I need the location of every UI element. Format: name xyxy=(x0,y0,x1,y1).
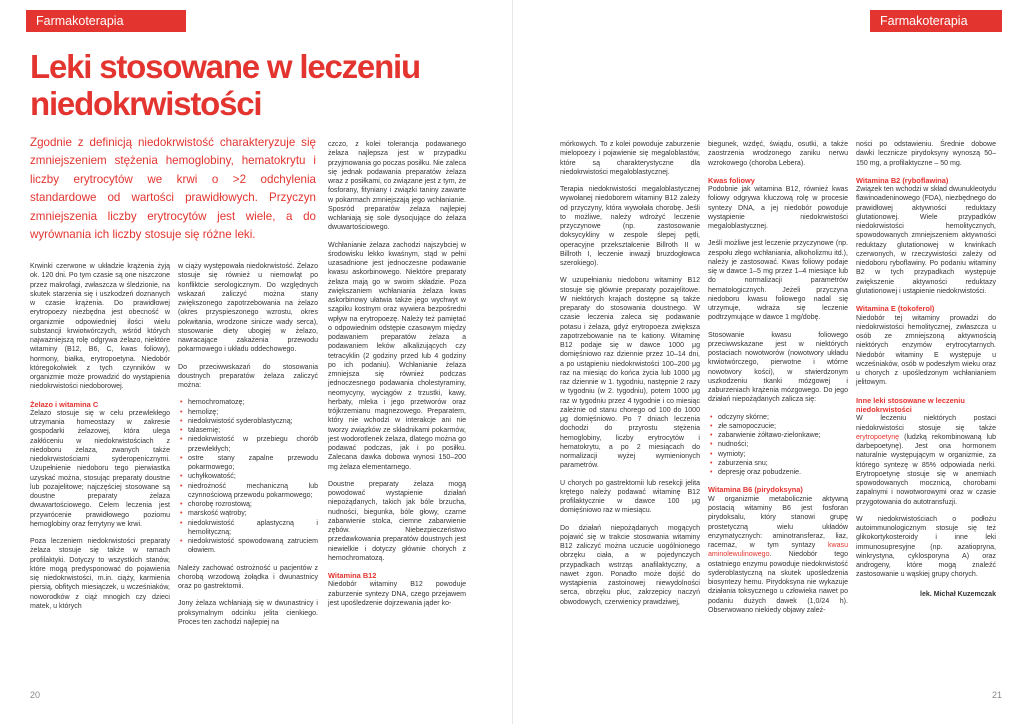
column-3 xyxy=(328,140,466,616)
list-item: • hemolizę; xyxy=(188,408,318,417)
list-item: • chorobę rozrostową; xyxy=(188,500,318,509)
col4-paragraph: mórkowych. To z kolei powoduje zaburzenie mielopoezy i pojawienie się megaloblastów, które są charakterystyczne dla niedokrwistości megaloblastycznej. xyxy=(560,141,700,176)
text-run: W leczeniu niektórych postaci niedokrwistości stosuje się także xyxy=(856,415,996,432)
side-effects-list xyxy=(708,413,848,478)
section-tab: Farmakoterapia xyxy=(870,10,1002,32)
col3-paragraph: Niedobór witaminy B12 powoduje zaburzenie syntezy DNA, czego przejawem jest upośledzenie dojrzewania jąder ko- xyxy=(328,581,466,607)
author-signature: lek. Michał Kuzemczak xyxy=(920,590,996,598)
list-item: • zabarwienie żółtawo-zielonkawe; xyxy=(718,431,848,440)
page-number-left: 20 xyxy=(30,690,41,700)
col5-paragraph: biegunek, wzdęć, świądu, osutki, a także zaostrzenia wrodzonego zaniku nerwu wzrokowego (choroba Lebera). xyxy=(708,141,848,167)
subheading-b2: Witamina B2 (ryboflawina) xyxy=(856,175,949,185)
section-tab: Farmakoterapia xyxy=(26,10,186,32)
list-item: • odczyny skórne; xyxy=(718,413,848,422)
col6-paragraph: Niedobór tej witaminy prowadzi do niedokrwistości hemolitycznej, zwłaszcza u osób ze zmniejszoną aktywnością niektórych enzymów erytrocytarnych. Niedobór witaminy E występuje u wcześniaków, osób w podeszłym wieku oraz u chorych z upośledzonym wchłanianiem jelitowym. xyxy=(856,314,996,387)
subheading-vitamin-e: Witamina E (tokoferol) xyxy=(856,304,935,314)
list-item: • niedokrwistość syderoblastyczną; xyxy=(188,417,318,426)
text-run: (ludzką rekombinowaną lub darbepoetynę). Jest ona hormonem naturalnie występującym w organizmie, za którego syntezę w 85% odpowiada nerki. Erytropoetynę stosuje się w anemiach spowodowanych mocznicą, chorobami zapalnymi i nowotworowymi oraz w czasie przygotowania do autotransfuzji. xyxy=(856,433,996,506)
list-item: • wymioty; xyxy=(718,450,848,459)
col3-paragraph: czczo, z kolei tolerancja podawanego żelaza najlepsza jest w przypadku przyjmowania go poczas posiłku. Nie zaleca się jednak podawania preparatów żelaza wraz z posiłkami, co związane jest z tym, że fosforany, fityniany i związki taniny zawarte w pokarmach zmniejszają jego wchłanianie. Sposród preparatów żelaza najlepiej wchłaniają się sole dysocjujące do żelaza dwuwartościowego. xyxy=(328,141,466,232)
list-item: • niedokrwistość aplastyczną i hemolityczną; xyxy=(188,519,318,538)
list-item: • niedokrwistość spowodowaną zatruciem ołowiem. xyxy=(188,537,318,556)
col6-paragraph: ności po odstawieniu. Średnie dobowe dawki lecznicze pirydoksyny wynoszą 50–150 mg, a profilaktyczne – 50 mg. xyxy=(856,141,996,167)
column-1 xyxy=(30,262,170,619)
contraindications-list xyxy=(178,398,318,555)
list-item: • zaburzenia snu; xyxy=(718,459,848,468)
col5-paragraph: Jeśli możliwe jest leczenie przyczynowe (np. zespołu złego wchłaniania, alkoholizmu itd.), należy je zastosować. Kwas foliowy podaje się w dawce 1–5 mg przez 1–4 miesiące lub do normalizacji parametrów hematologicznych. Jeżeli przyczyna niedoboru kwasu foliowego nadal się utrzymuje, wdraża się leczenie podtrzymujące w dawce 1 mg/dobę. xyxy=(708,240,848,322)
col6-paragraph xyxy=(856,414,996,507)
list-item: • uchyłkowatość; xyxy=(188,472,318,481)
col4-paragraph: Do działań niepożądanych mogących pojawić się w trakcie stosowania witaminy B12 zaliczyć można uczucie uogólnionego obrzęku ciała, a w pojedynczych przypadkach wstrząs anafilaktyczny, a nawet zgon. Ponadto może dojść do wystąpienia zastoinowej niewydolności serca, obrzęku płuc, zakrzepicy naczyń obwodowych, czerwienicy prawdziwej, xyxy=(560,524,700,606)
column-5 xyxy=(708,140,848,623)
subheading-iron: Żelazo i witamina C xyxy=(30,399,99,409)
column-6 xyxy=(856,140,996,599)
list-item: • niedokrwistość w przebiegu chorób przewlekłych; xyxy=(188,435,318,454)
subheading-b12: Witamina B12 xyxy=(328,571,377,580)
list-item: • hemochromatozę; xyxy=(188,398,318,407)
col1-paragraph: Krwinki czerwone w układzie krążenia żyją ok. 120 dni. Po tym czasie są one niszczone przez makrofagi, zwłaszcza w śledzionie, na skutek starzenia się i uszkodzeń doznanych w czasie krążenia. Do prawidłowej erytropoezy niezbędna jest obecność w organizmie odpowiedniej ilości wielu substancji krwiotwórczych, wśród których najważniejszą rolę odgrywa żelazo, niektóre witaminy (B12, B6, C, kwas foliowy), hormony, białka, erytropoetyna. Niedobór któregokolwiek z tych czynników w organizmie może prowadzić do wystąpienia niedokrwistości niedoborowej. xyxy=(30,263,170,391)
col1-paragraph: Żelazo stosuje się w celu przewlekłego utrzymania homeostazy w zakresie gospodarki żelazowej, która ulega zakłóceniu w niedokrwistościach z niedoboru żelaza, zwanych także niedokrwistościami syderopenicznymi. Uzupełnienie niedoboru tego pierwiastka uzyskać można, stosując preparaty doustne lub pozajelitowe; najczęściej stosowane są doustne preparaty żelaza dwuwartościowego. Celem leczenia jest przywrócenie prawidłowego poziomu hemoglobiny oraz ferrytyny we krwi. xyxy=(30,409,170,528)
col4-paragraph: W uzupełnianiu niedoboru witaminy B12 stosuje się głównie preparaty pozajelitowe. W niektórych krajach dostępne są także preparaty do stosowania doustnego. W czasie leczenia zaleca się podawanie potasu i żelaza, gdyż erytropoeza zwiększa zapotrzebowanie na te kationy. Witaminę B12 podaje się w dawce 1000 μg domięśniowo raz dziennie przez 10–14 dni, a po ustąpieniu niedokrwistości 100–200 μg raz na miesiąc do końca życia lub 1000 μg raz dziennie w 1. tygodniu, następnie 2 razy w tygodniu (w 2. tygodniu), potem 1000 μg raz w tygodniu przez 4 tygodnie i co miesiąc zależnie od stanu chorego od 100 do 1000 μg domięśniowo. Po 7 dniach leczenia dochodzi do przyrostu stężenia hemoglobiny, liczby erytrocytów i hematokrytu, a po 2 miesiącach do normalizacji wyżej wymienionych parametrów. xyxy=(560,277,700,470)
article-title: Leki stosowane w leczeniu niedokrwistości xyxy=(30,48,420,122)
subheading-other-drugs: Inne leki stosowane w leczeniu niedokrwistości xyxy=(856,395,965,414)
right-page xyxy=(512,0,1024,724)
article-lead: Zgodnie z definicją niedokrwistość charakteryzuje się zmniejszeniem stężenia hemoglobiny, hematokrytu i liczby erytrocytów we krwi o >2 odchylenia standardowe od wartości prawidłowych. Przyczyn zmniejszenia liczby erytrocytów jest wiele, a do wyrównania ich liczby stosuje się różne leki. xyxy=(30,136,316,242)
list-item: • nudności; xyxy=(718,440,848,449)
list-item: • marskość wątroby; xyxy=(188,509,318,518)
page-number-right: 21 xyxy=(991,690,1002,700)
list-item: • ostre stany zapalne przewodu pokarmowego; xyxy=(188,454,318,473)
col5-paragraph: Stosowanie kwasu foliowego przeciwwskazane jest w niektórych postaciach nowotworów (nowotwory układu krwiotwórczego, pierwotne i wtórne nowotwory kości), w stwierdzonym uszkodzeniu tkanki mózgowej i zaburzeniach krążenia mózgowego. Do jego działań niepożądanych zalicza się: xyxy=(708,331,848,404)
col2-paragraph: Jony żelaza wchłaniają się w dwunastnicy i proksymalnym odcinku jelita cienkiego. Proces ten zachodzi najlepiej na xyxy=(178,600,318,626)
text-run: W organizmie metabolicznie aktywną postacią witaminy B6 jest fosforan pirydoksalu, który stanowi grupę prostetyczną wielu układów enzymatycznych: aminotransferaz, liaz, racemaz, w tym syntazy xyxy=(708,495,848,550)
highlighted-term: erytropoetynę xyxy=(856,433,900,441)
col2-paragraph: Do przeciwwskazań do stosowania doustnych preparatów żelaza zaliczyć można: xyxy=(178,363,318,389)
col5-paragraph: Podobnie jak witamina B12, również kwas foliowy odgrywa kluczową rolę w procesie syntezy DNA, a jej niedobór powoduje wystąpienie niedokrwistości megaloblastycznej. xyxy=(708,186,848,231)
list-item: • złe samopoczucie; xyxy=(718,422,848,431)
col3-paragraph: Doustne preparaty żelaza mogą powodować wystąpienie działań niepożądanych, takich jak bóle brzucha, nudności, biegunka, bóle głowy, czarne zabarwienie stolca, ciemne zabarwienie zębów. Niebezpieczeństwo przedawkowania preparatów doustnych jest niewielkie i dotyczy głównie chorych z hemochromatozą. xyxy=(328,480,466,562)
col3-paragraph: Wchłanianie żelaza zachodzi najszybciej w środowisku lekko kwaśnym, stąd w pełni uzasadnione jest jednoczesne podawanie kwasu askorbinowego. Niektóre preparaty żelaza mają go w swoim składzie. Poza zwiększaniem wchłaniania żelaza kwas askorbinowy ułatwia także jego wychwyt w sząpiku kostnym oraz wywiera bezpośredni wpływ na erytropoezę. Należy też pamiętać o odpowiednim odstępie czasowym między podawaniem preparatów żelaza a podawaniem leków alkalizujących czy tetracyklin (2 godziny przed lub 4 godziny po ich podaniu). Wchłanianie żelaza zmniejsza się również podczas jednoczesnego podawania cholestyraminy, neomycyny, wyciągów z trzustki, kawy, herbaty, mleka i jego przetworów oraz trójkrzemianu magnezowego. Preparatem, który nie wchodzi w interakcje ani nie tworzy związków ze składnikami pokarmów, jest wodorotlenek żelaza, dlatego można go podawać podczas, jak i po posiłku. Zalecana dawka dobowa wynosi 150–200 mg żelaza elementarnego. xyxy=(328,241,466,471)
subheading-folic-acid: Kwas foliowy xyxy=(708,175,755,185)
subheading-b6: Witamina B6 (pirydoksyna) xyxy=(708,485,803,495)
col5-paragraph xyxy=(708,495,848,615)
list-item: • talasemię; xyxy=(188,426,318,435)
col1-paragraph: Poza leczeniem niedokrwistości preparaty żelaza stosuje się także w ramach profilaktyki. Dotyczy to wszystkich stanów, które mogą predysponować do pojawienia się niedokrwistości, m.in. ciąży, karmienia piersią, obfitych miesiączek, u wcześniaków, noworodków z ciąż mnogich czy dzieci matek, u których xyxy=(30,538,170,610)
text-run: . Niedobór tego ostatniego enzymu powoduje niedokrwistość syderoblastyczną na skutek upośledzenia biosyntezy hemu. Pirydoksyna nie wykazuje działania toksycznego u człowieka nawet po podaniu dużych dawek (1,0/24 h). Obserwowano niekiedy objawy zależ- xyxy=(708,551,848,614)
column-2 xyxy=(178,262,318,635)
col6-paragraph: Związek ten wchodzi w skład dwunukleotydu flawinoadeninowego (FDA), niezbędnego do prawidłowej aktywności reduktazy glutationowej. Wiele przypadków niedokrwistości hemolitycznych, spowodowanych zmniejszeniem aktywności reduktazy glutationowej w krwinkach czerwonych, w rzeczywistości zależy od niedoboru ryboflawiny. Po podaniu witaminy B2 w tych przypadkach występuje zwiększenie aktywności reduktazy glutationowej i ustąpienie niedokrwistości. xyxy=(856,186,996,295)
col6-paragraph: W niedokrwistościach o podłożu autoimmunologicznym stosuje się też glikokortykosteroidy i inne leki immunosupresyjne (np. azatiopryna, winkrystyna, cyklosporyna A) oraz androgeny, które mogą znaleźć zastosowanie u wąskiej grupy chorych. xyxy=(856,515,996,579)
list-item: • depresję oraz pobudzenie. xyxy=(718,468,848,477)
list-item: • niedrożność mechaniczną lub czynnościową przewodu pokarmowego; xyxy=(188,482,318,501)
column-4 xyxy=(560,140,700,615)
col4-paragraph: Terapia niedokrwistości megaloblastycznej wywołanej niedoborem witaminy B12 zależy od przyczyny, która wywołała chorobę. Jeśli to możliwe, należy wdrożyć leczenie przyczynowe (np. zastosowanie doksycykliny w zespole ślepej pętli, operacyjne przekształcenie Billroth II w Billroth I, leczenie inwazji bruzdogłowca szerokiego). xyxy=(560,186,700,267)
col4-paragraph: U chorych po gastrektomii lub resekcji jelita krętego należy podawać witaminę B12 profilaktycznie w dawce 100 μg domięśniowo raz w miesiącu. xyxy=(560,479,700,515)
col2-paragraph: w ciąży występowała niedokrwistość. Żelazo stosuje się również u niemowląt po konfliktcie serologicznym. Do względnych wskazań zaliczyć można stany zwiększonego zapotrzebowania na żelazo (okres przyspieszonego wzrostu, okres pokwitania, wrodzone sinicze wady serca), stosowanie diety ubogiej w żelazo, nawracające zakażenia przewodu pokarmowego i układu oddechowego. xyxy=(178,263,318,354)
highlighted-term: kwasu aminolewulinowego xyxy=(708,542,848,559)
col2-paragraph: Należy zachować ostrożność u pacjentów z chorobą wrzodową żołądka i dwunastnicy oraz po gastrektomii. xyxy=(178,564,318,590)
